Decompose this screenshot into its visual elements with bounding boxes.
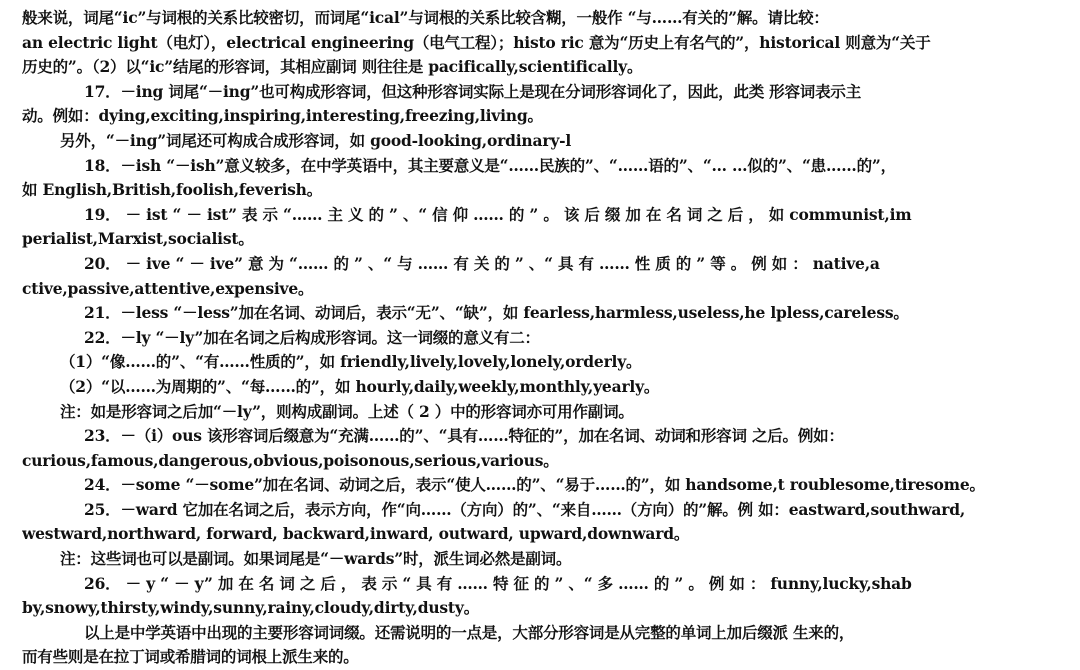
text-line: ctive,passive,attentive,expensive。 xyxy=(22,278,314,298)
text-line: 历史的”。（2）以“ic”结尾的形容词，其相应副词 则往往是 pacifically,scientifically。 xyxy=(22,57,643,77)
text-line: 注：这些词也可以是副词。如果词尾是“－wards”时，派生词必然是副词。 xyxy=(60,549,572,569)
text-line: curious,famous,dangerous,obvious,poisonous,serious,various。 xyxy=(22,450,559,470)
text-line: 24．－some “－some”加在名词、动词之后，表示“使人……的”、“易于……的”，如 handsome,t roublesome,tiresome。 xyxy=(84,475,985,495)
text-line: 18．－ish “－ish”意义较多，在中学英语中，其主要意义是“……民族的”、“……语的”、“… …似的”、“患……的”， xyxy=(84,155,896,175)
text-line: 25．－ward 它加在名词之后，表示方向，作“向……（方向）的”、“来自……（方向）的”解。例 如：eastward,southward, xyxy=(84,499,966,519)
text-line: （2）“以……为周期的”、“每……的”，如 hourly,daily,weekly,monthly,yearly。 xyxy=(60,376,660,396)
text-line: 注：如是形容词之后加“－ly”，则构成副词。上述（ 2 ）中的形容词亦可用作副词。 xyxy=(60,401,634,421)
text-line: perialist,Marxist,socialist。 xyxy=(22,229,254,249)
text-line: by,snowy,thirsty,windy,sunny,rainy,cloudy,dirty,dusty。 xyxy=(22,598,480,618)
text-line: 26． － y “ － y” 加 在 名 词 之 后 ， 表 示 “ 具 有 …… 特 征 的 ” 、“ 多 …… 的 ” 。 例 如 ： funny,lucky,shab xyxy=(84,573,912,593)
text-line: 21．－less “－less”加在名词、动词后，表示“无”、“缺”，如 fearless,harmless,useless,he lpless,careless。 xyxy=(84,303,909,323)
text-line: 17．－ing 词尾“－ing”也可构成形容词，但这种形容词实际上是现在分词形容词化了，因此，此类 形容词表示主 xyxy=(84,81,861,101)
text-line: （1）“像……的”、“有……性质的”，如 friendly,lively,lovely,lonely,orderly。 xyxy=(60,352,642,372)
text-line: 以上是中学英语中出现的主要形容词词缀。还需说明的一点是，大部分形容词是从完整的单词上加后缀派 生来的， xyxy=(84,622,855,642)
text-line: 20． － ive “ － ive” 意 为 “…… 的 ” 、“ 与 …… 有 关 的 ” 、“ 具 有 …… 性 质 的 ” 等 。 例 如 ： native,a xyxy=(84,253,880,273)
text-line: 23．－（i）ous 该形容词后缀意为“充满……的”、“具有……特征的”，加在名词、动词和形容词 之后。例如： xyxy=(84,426,844,446)
text-line: 般来说，词尾“ic”与词根的关系比较密切，而词尾“ical”与词根的关系比较含糊，一般作 “与……有关的”解。请比较： xyxy=(22,8,829,27)
text-line: 另外，“－ing”词尾还可构成合成形容词，如 good-looking,ordinary-l xyxy=(60,130,572,150)
text-line: westward,northward, forward, backward,inward, outward, upward,downward。 xyxy=(22,524,690,544)
text-line: 动。例如：dying,exciting,inspiring,interesting,freezing,living。 xyxy=(22,106,543,126)
text-line: 22．－ly “－ly”加在名词之后构成形容词。这一词缀的意义有二： xyxy=(84,327,540,347)
text-line: 而有些则是在拉丁词或希腊词的词根上派生来的。 xyxy=(22,647,359,667)
text-line: an electric light（电灯），electrical engineering（电气工程）；histo ric 意为“历史上有名气的”，historical 则意为“关于 xyxy=(22,32,931,52)
text-line: 19． － ist “ － ist” 表 示 “…… 主 义 的 ” 、“ 信 仰 …… 的 ” 。 该 后 缀 加 在 名 词 之 后 ， 如 communist,im xyxy=(84,204,912,224)
text-line: 如 English,British,foolish,feverish。 xyxy=(22,180,323,200)
